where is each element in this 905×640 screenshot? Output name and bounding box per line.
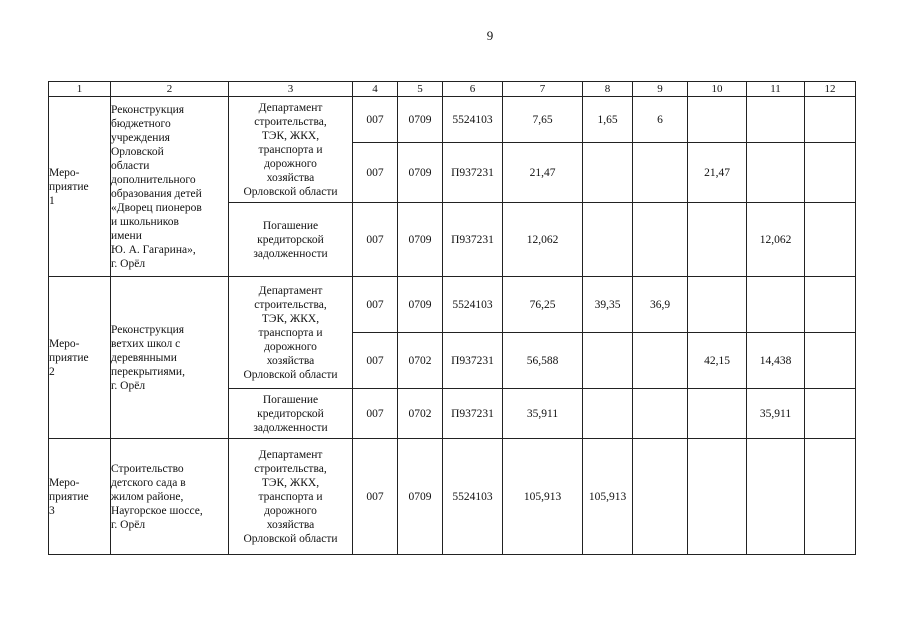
table-row bbox=[49, 97, 856, 143]
header-cell-5: 5 bbox=[398, 82, 443, 97]
value-cell-8 bbox=[583, 203, 633, 277]
value-cell-6: П937231 bbox=[443, 389, 503, 439]
value-cell-10 bbox=[688, 439, 747, 555]
value-cell-10 bbox=[688, 97, 747, 143]
value-cell-12 bbox=[805, 203, 856, 277]
value-cell-8: 105,913 bbox=[583, 439, 633, 555]
department-cell: Департамент строительства, ТЭК, ЖКХ, транспорта и дорожного хозяйства Орловской области bbox=[229, 277, 353, 389]
value-cell-4: 007 bbox=[353, 97, 398, 143]
event-name: Меро- приятие 3 bbox=[49, 439, 111, 555]
value-cell-6: П937231 bbox=[443, 203, 503, 277]
value-cell-12 bbox=[805, 439, 856, 555]
header-cell-7: 7 bbox=[503, 82, 583, 97]
table-row bbox=[49, 277, 856, 333]
header-row bbox=[49, 82, 856, 97]
value-cell-8 bbox=[583, 333, 633, 389]
value-cell-6: 5524103 bbox=[443, 277, 503, 333]
value-cell-11 bbox=[747, 439, 805, 555]
value-cell-4: 007 bbox=[353, 333, 398, 389]
event-object: Строительство детского сада в жилом районе, Наугорское шоссе, г. Орёл bbox=[111, 439, 229, 555]
value-cell-6: П937231 bbox=[443, 333, 503, 389]
event-object: Реконструкция бюджетного учреждения Орловской области дополнительного образования детей «Дворец пионеров и школьников имени Ю. А. Гагарина», г. Орёл bbox=[111, 97, 229, 277]
value-cell-12 bbox=[805, 333, 856, 389]
value-cell-5: 0709 bbox=[398, 97, 443, 143]
value-cell-5: 0709 bbox=[398, 143, 443, 203]
value-cell-4: 007 bbox=[353, 439, 398, 555]
value-cell-9 bbox=[633, 203, 688, 277]
event-name: Меро- приятие 2 bbox=[49, 277, 111, 439]
header-cell-1: 1 bbox=[49, 82, 111, 97]
value-cell-6: 5524103 bbox=[443, 97, 503, 143]
value-cell-5: 0709 bbox=[398, 203, 443, 277]
value-cell-7: 105,913 bbox=[503, 439, 583, 555]
department-cell: Департамент строительства, ТЭК, ЖКХ, транспорта и дорожного хозяйства Орловской области bbox=[229, 97, 353, 203]
value-cell-8: 1,65 bbox=[583, 97, 633, 143]
value-cell-5: 0702 bbox=[398, 389, 443, 439]
header-cell-11: 11 bbox=[747, 82, 805, 97]
value-cell-7: 35,911 bbox=[503, 389, 583, 439]
value-cell-10: 21,47 bbox=[688, 143, 747, 203]
value-cell-11: 35,911 bbox=[747, 389, 805, 439]
header-cell-3: 3 bbox=[229, 82, 353, 97]
value-cell-11 bbox=[747, 143, 805, 203]
value-cell-7: 56,588 bbox=[503, 333, 583, 389]
value-cell-8 bbox=[583, 389, 633, 439]
value-cell-11: 14,438 bbox=[747, 333, 805, 389]
value-cell-7: 21,47 bbox=[503, 143, 583, 203]
header-cell-10: 10 bbox=[688, 82, 747, 97]
value-cell-9 bbox=[633, 389, 688, 439]
department-cell: Погашение кредиторской задолженности bbox=[229, 203, 353, 277]
header-cell-2: 2 bbox=[111, 82, 229, 97]
value-cell-10 bbox=[688, 389, 747, 439]
value-cell-9 bbox=[633, 333, 688, 389]
value-cell-7: 12,062 bbox=[503, 203, 583, 277]
department-cell: Погашение кредиторской задолженности bbox=[229, 389, 353, 439]
value-cell-5: 0709 bbox=[398, 277, 443, 333]
event-object: Реконструкция ветхих школ с деревянными перекрытиями, г. Орёл bbox=[111, 277, 229, 439]
value-cell-11 bbox=[747, 277, 805, 333]
value-cell-12 bbox=[805, 97, 856, 143]
department-cell: Департамент строительства, ТЭК, ЖКХ, транспорта и дорожного хозяйства Орловской области bbox=[229, 439, 353, 555]
value-cell-4: 007 bbox=[353, 277, 398, 333]
value-cell-10 bbox=[688, 203, 747, 277]
value-cell-12 bbox=[805, 277, 856, 333]
value-cell-9 bbox=[633, 439, 688, 555]
value-cell-10: 42,15 bbox=[688, 333, 747, 389]
value-cell-5: 0702 bbox=[398, 333, 443, 389]
value-cell-5: 0709 bbox=[398, 439, 443, 555]
table-row bbox=[49, 439, 856, 555]
value-cell-8 bbox=[583, 143, 633, 203]
page-number: 9 bbox=[486, 28, 494, 43]
value-cell-12 bbox=[805, 143, 856, 203]
value-cell-11 bbox=[747, 97, 805, 143]
budget-table bbox=[48, 81, 856, 555]
value-cell-8: 39,35 bbox=[583, 277, 633, 333]
value-cell-4: 007 bbox=[353, 203, 398, 277]
value-cell-9 bbox=[633, 143, 688, 203]
value-cell-7: 7,65 bbox=[503, 97, 583, 143]
value-cell-6: П937231 bbox=[443, 143, 503, 203]
header-cell-12: 12 bbox=[805, 82, 856, 97]
header-cell-9: 9 bbox=[633, 82, 688, 97]
value-cell-4: 007 bbox=[353, 143, 398, 203]
value-cell-9: 36,9 bbox=[633, 277, 688, 333]
value-cell-6: 5524103 bbox=[443, 439, 503, 555]
value-cell-10 bbox=[688, 277, 747, 333]
value-cell-9: 6 bbox=[633, 97, 688, 143]
header-cell-4: 4 bbox=[353, 82, 398, 97]
header-cell-6: 6 bbox=[443, 82, 503, 97]
value-cell-4: 007 bbox=[353, 389, 398, 439]
event-name: Меро- приятие 1 bbox=[49, 97, 111, 277]
header-cell-8: 8 bbox=[583, 82, 633, 97]
value-cell-11: 12,062 bbox=[747, 203, 805, 277]
value-cell-12 bbox=[805, 389, 856, 439]
value-cell-7: 76,25 bbox=[503, 277, 583, 333]
